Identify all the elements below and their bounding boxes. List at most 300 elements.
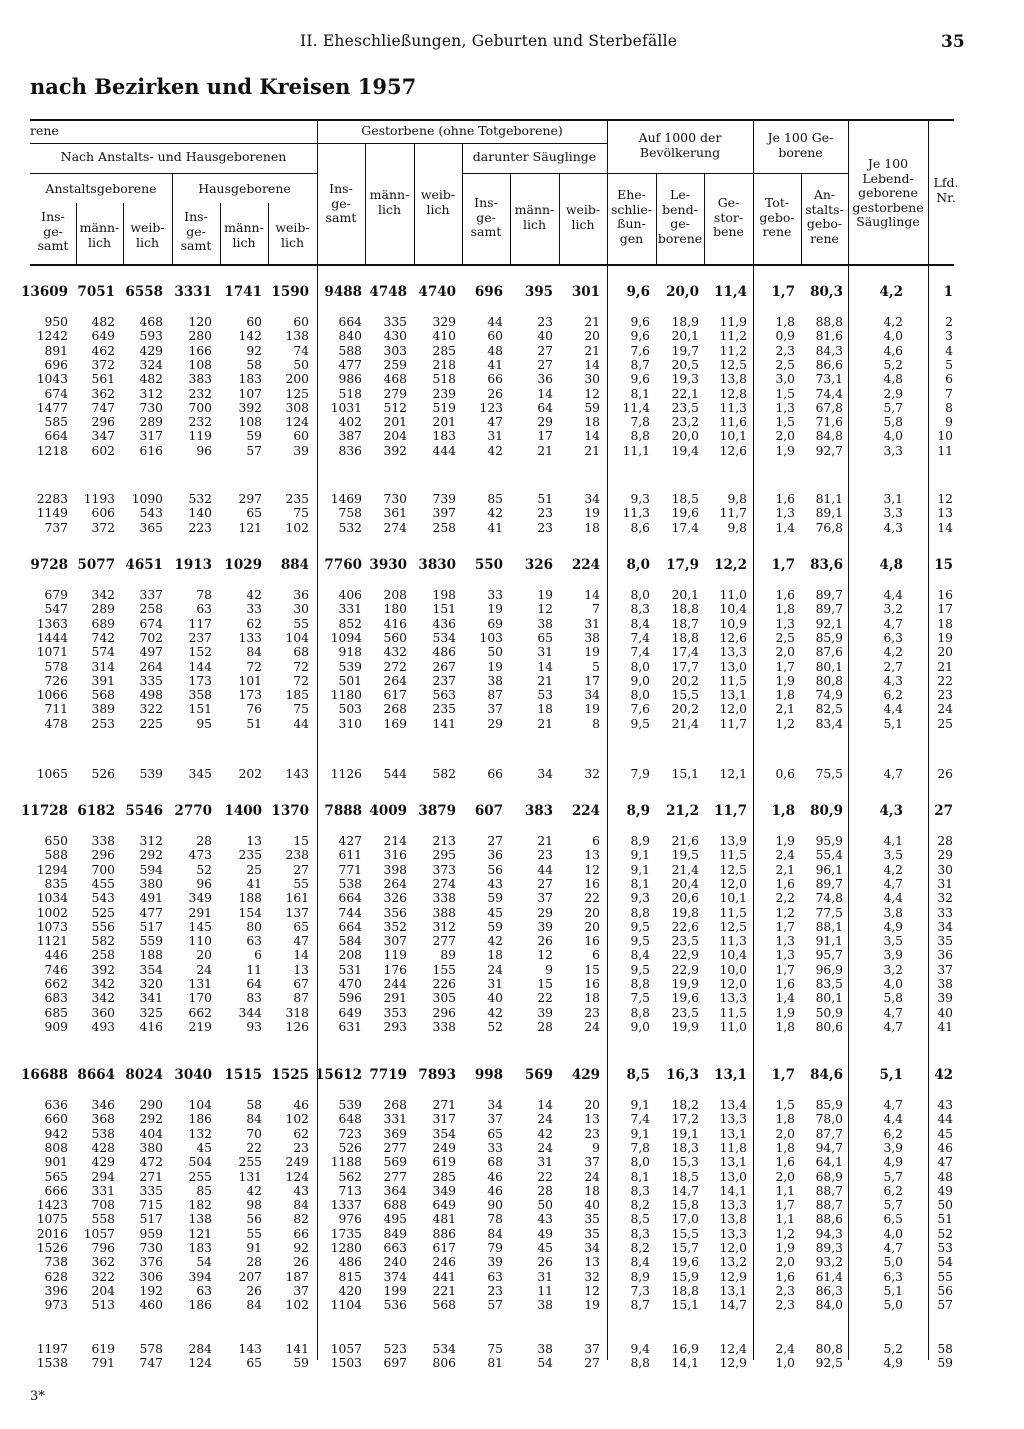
table-cell: 429 [139, 343, 163, 358]
table-cell: 295 [432, 848, 456, 863]
table-cell: 39 [487, 1255, 503, 1270]
table-cell: 65 [487, 1126, 503, 1141]
table-cell: 8,3 [630, 602, 650, 617]
table-cell: 406 [338, 588, 362, 602]
table-cell: 5077 [77, 557, 115, 573]
table-cell: 92,5 [815, 1356, 843, 1371]
table-cell: 3,8 [883, 905, 903, 920]
table-cell: 72 [246, 659, 262, 674]
table-cell: 771 [338, 862, 362, 877]
row-number-cell: 44 [937, 1112, 953, 1127]
table-cell: 662 [188, 1005, 212, 1020]
table-cell: 51 [537, 492, 553, 506]
table-cell: 688 [383, 1198, 407, 1213]
table-cell: 20 [196, 948, 212, 963]
header-ins-gesamt-2: Ins- ge- samt [180, 209, 212, 253]
table-cell: 12,6 [719, 630, 747, 645]
table-cell: 517 [139, 919, 163, 934]
table-cell: 59 [487, 891, 503, 906]
table-cell: 534 [432, 630, 456, 645]
table-cell: 394 [188, 1269, 212, 1284]
table-cell: 16688 [21, 1067, 68, 1083]
table-cell: 539 [338, 659, 362, 674]
table-cell: 326 [383, 891, 407, 906]
table-cell: 224 [571, 803, 600, 819]
table-cell: 5,1 [883, 716, 903, 731]
table-cell: 9,5 [630, 716, 650, 731]
table-cell: 84 [487, 1226, 503, 1241]
table-cell: 8,8 [630, 977, 650, 991]
table-cell: 84,3 [815, 343, 843, 358]
table-cell: 1,4 [775, 991, 795, 1006]
row-number-cell: 16 [937, 588, 953, 602]
table-cell: 3,2 [883, 962, 903, 977]
table-cell: 8,1 [630, 386, 650, 401]
table-cell: 1,6 [775, 1155, 795, 1170]
table-cell: 85 [487, 492, 503, 506]
table-cell: 13,3 [719, 645, 747, 660]
table-cell: 582 [432, 767, 456, 781]
table-cell: 317 [432, 1112, 456, 1127]
table-cell: 523 [383, 1342, 407, 1356]
header-totgeborene: Tot- gebo- rene [759, 195, 795, 239]
table-cell: 19 [487, 659, 503, 674]
table-cell: 7 [592, 602, 600, 617]
table-cell: 240 [383, 1255, 407, 1270]
table-cell: 20 [584, 1098, 600, 1112]
table-cell: 986 [338, 372, 362, 387]
table-cell: 4,2 [883, 862, 903, 877]
table-cell: 4,0 [883, 329, 903, 344]
table-cell: 2,0 [775, 1126, 795, 1141]
row-number-cell: 13 [937, 506, 953, 521]
table-cell: 15,1 [671, 1298, 699, 1313]
table-cell: 531 [338, 962, 362, 977]
table-cell: 11,3 [719, 400, 747, 415]
table-cell: 27 [584, 1356, 600, 1371]
table-cell: 8,5 [626, 1067, 650, 1083]
table-cell: 835 [44, 876, 68, 891]
table-cell: 1,3 [775, 400, 795, 415]
table-cell: 6,5 [883, 1212, 903, 1227]
table-cell: 325 [139, 1005, 163, 1020]
table-cell: 550 [474, 557, 503, 573]
table-cell: 1,9 [775, 1005, 795, 1020]
table-cell: 13,1 [714, 1067, 747, 1083]
table-cell: 373 [432, 862, 456, 877]
table-cell: 354 [139, 962, 163, 977]
table-cell: 482 [139, 372, 163, 387]
table-cell: 143 [285, 767, 309, 781]
table-cell: 436 [432, 616, 456, 631]
table-cell: 23 [537, 520, 553, 535]
table-cell: 518 [338, 386, 362, 401]
table-cell: 13,3 [719, 991, 747, 1006]
table-cell: 17,2 [671, 1112, 699, 1127]
table-cell: 8,9 [630, 834, 650, 848]
page-subtitle: nach Bezirken und Kreisen 1957 [30, 74, 417, 99]
header-bottom-rule [30, 264, 954, 266]
table-cell: 473 [188, 848, 212, 863]
table-cell: 4748 [369, 284, 407, 300]
table-cell: 161 [285, 891, 309, 906]
table-cell: 4,4 [883, 588, 903, 602]
table-cell: 15,1 [671, 767, 699, 781]
table-cell: 22,9 [671, 948, 699, 963]
table-cell: 468 [383, 372, 407, 387]
table-cell: 34 [584, 492, 600, 506]
table-cell: 17,7 [671, 659, 699, 674]
table-cell: 42 [487, 506, 503, 521]
table-cell: 617 [432, 1241, 456, 1255]
table-cell: 85,9 [815, 1098, 843, 1112]
table-cell: 11,5 [719, 673, 747, 688]
table-cell: 20,1 [671, 588, 699, 602]
table-cell: 578 [139, 1342, 163, 1356]
table-cell: 40 [537, 329, 553, 344]
table-cell: 74,9 [815, 688, 843, 703]
table-cell: 742 [91, 630, 115, 645]
table-cell: 13,0 [719, 1169, 747, 1184]
table-cell: 416 [383, 616, 407, 631]
table-cell: 121 [188, 1226, 212, 1241]
table-cell: 495 [383, 1212, 407, 1227]
table-cell: 1121 [36, 934, 68, 949]
table-cell: 5,8 [883, 415, 903, 430]
table-cell: 55,4 [815, 848, 843, 863]
table-cell: 22 [537, 991, 553, 1006]
row-number-cell: 47 [937, 1155, 953, 1170]
table-cell: 37 [537, 891, 553, 906]
table-cell: 569 [383, 1155, 407, 1170]
table-cell: 83 [246, 991, 262, 1006]
row-number-cell: 33 [937, 905, 953, 920]
table-cell: 3,9 [883, 948, 903, 963]
table-cell: 322 [91, 1269, 115, 1284]
table-cell: 255 [238, 1155, 262, 1170]
table-cell: 4,9 [883, 1356, 903, 1371]
table-cell: 56 [246, 1212, 262, 1227]
table-cell: 1242 [36, 329, 68, 344]
table-cell: 8,0 [630, 688, 650, 703]
rule-auf-1000 [607, 173, 753, 174]
table-cell: 4,2 [879, 284, 903, 300]
table-cell: 131 [238, 1169, 262, 1184]
table-cell: 1193 [83, 492, 115, 506]
table-cell: 574 [91, 645, 115, 660]
header-maennlich-2: männ- lich [224, 220, 264, 250]
table-cell: 50 [537, 1198, 553, 1213]
table-cell: 628 [44, 1269, 68, 1284]
table-cell: 8,1 [630, 1169, 650, 1184]
table-cell: 582 [91, 934, 115, 949]
table-cell: 1090 [131, 492, 163, 506]
table-cell: 7,8 [630, 1140, 650, 1155]
table-cell: 67,8 [815, 400, 843, 415]
table-cell: 76,8 [815, 520, 843, 535]
header-anstaltsgeborene: Anstaltsgeborene [45, 181, 157, 196]
table-cell: 362 [91, 386, 115, 401]
table-cell: 131 [188, 977, 212, 991]
table-cell: 19,6 [671, 506, 699, 521]
table-cell: 1,2 [775, 716, 795, 731]
table-cell: 24 [537, 1140, 553, 1155]
row-number-cell: 30 [937, 862, 953, 877]
table-cell: 2,0 [775, 429, 795, 444]
row-number-cell: 12 [937, 492, 953, 506]
table-cell: 6,2 [883, 1183, 903, 1198]
table-cell: 534 [432, 1342, 456, 1356]
table-cell: 75 [293, 506, 309, 521]
table-cell: 68 [487, 1155, 503, 1170]
table-cell: 84 [293, 1198, 309, 1213]
table-cell: 3,2 [883, 602, 903, 617]
table-cell: 101 [238, 673, 262, 688]
table-cell: 104 [188, 1098, 212, 1112]
table-cell: 679 [44, 588, 68, 602]
table-cell: 9,5 [630, 962, 650, 977]
table-cell: 11,7 [719, 716, 747, 731]
table-cell: 36 [487, 848, 503, 863]
table-cell: 186 [188, 1112, 212, 1127]
table-cell: 42 [487, 934, 503, 949]
table-cell: 81,6 [815, 329, 843, 344]
table-cell: 237 [432, 673, 456, 688]
table-cell: 18 [584, 520, 600, 535]
table-cell: 8,0 [626, 557, 650, 573]
table-cell: 6,3 [883, 1269, 903, 1284]
table-cell: 9,5 [630, 919, 650, 934]
table-cell: 125 [285, 386, 309, 401]
table-cell: 562 [338, 1169, 362, 1184]
table-cell: 14,7 [719, 1298, 747, 1313]
table-cell: 747 [139, 1356, 163, 1371]
table-cell: 17 [537, 429, 553, 444]
table-cell: 593 [139, 329, 163, 344]
table-cell: 364 [383, 1183, 407, 1198]
table-cell: 29 [487, 716, 503, 731]
table-cell: 27 [293, 862, 309, 877]
table-cell: 183 [238, 372, 262, 387]
table-cell: 237 [188, 630, 212, 645]
table-cell: 34 [487, 1098, 503, 1112]
table-cell: 388 [432, 905, 456, 920]
table-cell: 358 [188, 688, 212, 703]
row-number-cell: 7 [945, 386, 953, 401]
table-cell: 429 [571, 1067, 600, 1083]
table-cell: 380 [139, 876, 163, 891]
table-cell: 649 [91, 329, 115, 344]
table-cell: 3879 [418, 803, 456, 819]
table-cell: 23 [487, 1283, 503, 1298]
table-cell: 2,1 [775, 862, 795, 877]
table-cell: 20,0 [671, 429, 699, 444]
table-cell: 94,7 [815, 1140, 843, 1155]
table-cell: 395 [524, 284, 553, 300]
table-cell: 31 [584, 616, 600, 631]
table-cell: 37 [487, 1112, 503, 1127]
table-cell: 88,8 [815, 315, 843, 329]
table-cell: 723 [338, 1126, 362, 1141]
table-cell: 64 [537, 400, 553, 415]
table-cell: 365 [139, 520, 163, 535]
table-cell: 594 [139, 862, 163, 877]
table-cell: 200 [285, 372, 309, 387]
table-cell: 362 [91, 1255, 115, 1270]
table-cell: 404 [139, 1126, 163, 1141]
table-cell: 1180 [330, 688, 362, 703]
table-cell: 532 [188, 492, 212, 506]
table-cell: 27 [537, 357, 553, 372]
table-cell: 292 [139, 1112, 163, 1127]
table-cell: 9 [592, 1140, 600, 1155]
table-cell: 169 [383, 716, 407, 731]
header-weiblich-4: weib- lich [565, 202, 601, 232]
table-cell: 578 [44, 659, 68, 674]
table-cell: 13,1 [719, 1155, 747, 1170]
table-cell: 322 [139, 702, 163, 717]
table-cell: 198 [432, 588, 456, 602]
table-cell: 42 [246, 1183, 262, 1198]
row-number-cell: 36 [937, 948, 953, 963]
table-cell: 338 [432, 891, 456, 906]
table-cell: 11,5 [719, 848, 747, 863]
table-cell: 8,6 [630, 520, 650, 535]
header-weiblich-2: weib- lich [275, 220, 310, 250]
table-cell: 18 [584, 415, 600, 430]
table-cell: 88,7 [815, 1183, 843, 1198]
table-cell: 59 [487, 919, 503, 934]
table-cell: 43 [293, 1183, 309, 1198]
table-cell: 27 [537, 343, 553, 358]
row-number-cell: 20 [937, 645, 953, 660]
table-cell: 22,1 [671, 386, 699, 401]
table-cell: 13 [246, 834, 262, 848]
table-cell: 11,1 [622, 443, 650, 458]
table-cell: 83,5 [815, 977, 843, 991]
table-cell: 1031 [330, 400, 362, 415]
table-cell: 685 [44, 1005, 68, 1020]
table-cell: 1149 [36, 506, 68, 521]
table-cell: 950 [44, 315, 68, 329]
row-number-cell: 19 [937, 630, 953, 645]
table-cell: 23,5 [671, 1005, 699, 1020]
table-cell: 4,7 [883, 1241, 903, 1255]
table-cell: 140 [188, 506, 212, 521]
table-cell: 12,2 [714, 557, 747, 573]
table-cell: 87 [293, 991, 309, 1006]
table-cell: 12,0 [719, 702, 747, 717]
table-cell: 173 [238, 688, 262, 703]
row-number-cell: 4 [945, 343, 953, 358]
table-cell: 396 [44, 1283, 68, 1298]
table-cell: 402 [338, 415, 362, 430]
table-cell: 85 [196, 1183, 212, 1198]
table-cell: 1,8 [775, 688, 795, 703]
table-cell: 1515 [224, 1067, 262, 1083]
table-cell: 73,1 [815, 372, 843, 387]
row-number-cell: 39 [937, 991, 953, 1006]
table-cell: 38 [537, 1298, 553, 1313]
table-cell: 21 [584, 343, 600, 358]
table-cell: 738 [44, 1255, 68, 1270]
table-cell: 277 [432, 934, 456, 949]
table-cell: 19 [537, 588, 553, 602]
table-cell: 46 [293, 1098, 309, 1112]
table-cell: 565 [44, 1169, 68, 1184]
table-cell: 352 [383, 919, 407, 934]
table-cell: 75 [293, 702, 309, 717]
table-cell: 14 [537, 659, 553, 674]
table-cell: 65 [293, 919, 309, 934]
table-cell: 123 [479, 400, 503, 415]
table-cell: 462 [91, 343, 115, 358]
table-cell: 63 [246, 934, 262, 949]
table-cell: 973 [44, 1298, 68, 1313]
table-cell: 204 [383, 429, 407, 444]
table-cell: 18 [487, 948, 503, 963]
row-number-cell: 23 [937, 688, 953, 703]
table-cell: 187 [285, 1269, 309, 1284]
table-cell: 20,6 [671, 891, 699, 906]
table-cell: 674 [139, 616, 163, 631]
table-cell: 526 [91, 767, 115, 781]
table-cell: 7719 [369, 1067, 407, 1083]
table-cell: 730 [139, 400, 163, 415]
table-cell: 312 [432, 919, 456, 934]
table-cell: 526 [338, 1140, 362, 1155]
table-cell: 23 [584, 1005, 600, 1020]
table-cell: 4,7 [883, 767, 903, 781]
row-number-cell: 21 [937, 659, 953, 674]
table-cell: 5,7 [883, 1169, 903, 1184]
table-cell: 12 [584, 386, 600, 401]
table-cell: 4,4 [883, 891, 903, 906]
table-cell: 119 [383, 948, 407, 963]
row-number-cell: 27 [934, 803, 953, 819]
table-cell: 391 [91, 673, 115, 688]
table-cell: 81,1 [815, 492, 843, 506]
row-number-cell: 6 [945, 372, 953, 387]
table-cell: 512 [383, 400, 407, 415]
table-cell: 267 [432, 659, 456, 674]
table-cell: 18,9 [671, 315, 699, 329]
table-cell: 36 [293, 588, 309, 602]
table-cell: 86,3 [815, 1283, 843, 1298]
row-number-cell: 31 [937, 876, 953, 891]
table-cell: 89,1 [815, 506, 843, 521]
table-cell: 11,7 [714, 803, 747, 819]
table-top-rule [30, 119, 954, 121]
table-cell: 92 [293, 1241, 309, 1255]
table-cell: 1469 [330, 492, 362, 506]
table-cell: 8,2 [630, 1241, 650, 1255]
table-cell: 7,8 [630, 415, 650, 430]
table-cell: 96,9 [815, 962, 843, 977]
table-cell: 39 [537, 1005, 553, 1020]
table-cell: 8,5 [630, 1212, 650, 1227]
table-cell: 10,0 [719, 962, 747, 977]
table-cell: 46 [487, 1183, 503, 1198]
table-cell: 674 [44, 386, 68, 401]
table-cell: 1400 [224, 803, 262, 819]
table-cell: 711 [44, 702, 68, 717]
table-cell: 335 [383, 315, 407, 329]
table-cell: 37 [584, 1155, 600, 1170]
table-cell: 1,3 [775, 616, 795, 631]
header-gestorbene-rate: Ge- stor- bene [713, 195, 744, 239]
table-cell: 219 [188, 1019, 212, 1034]
